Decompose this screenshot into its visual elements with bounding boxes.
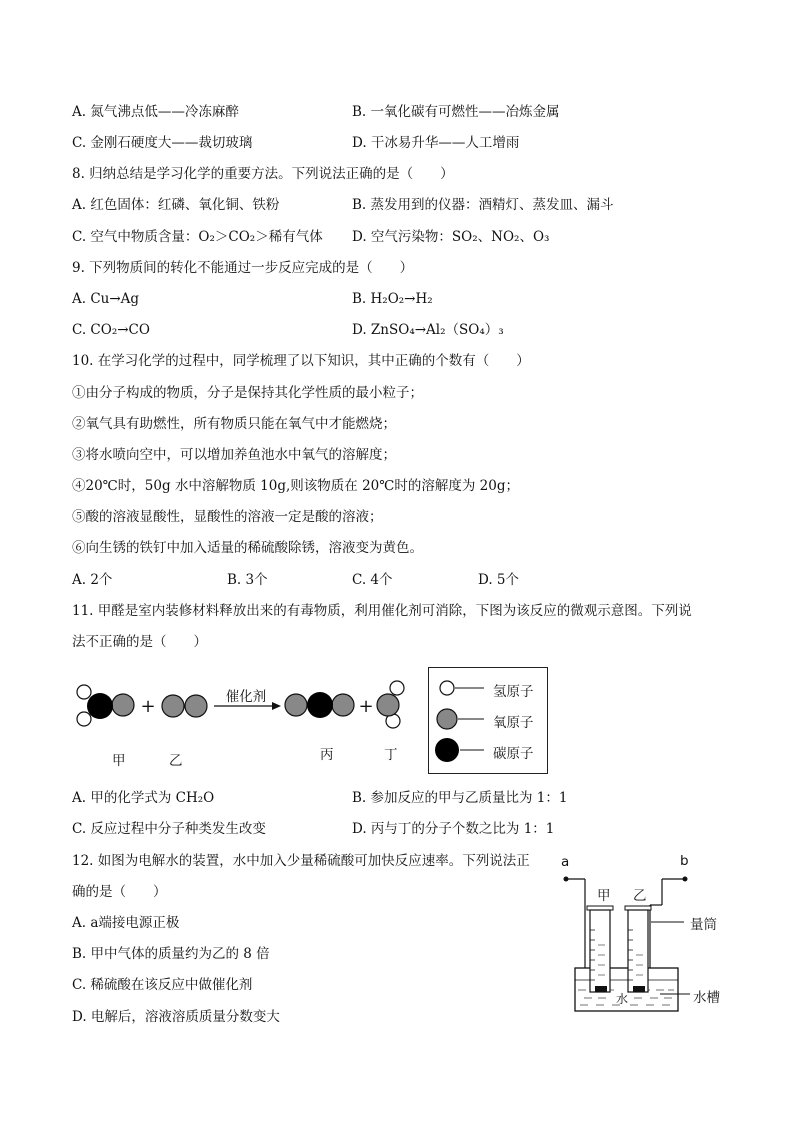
label-bing: 丙 — [320, 747, 334, 763]
q7-option-b: B. 一氧化碳有可燃性——冶炼金属 — [352, 104, 560, 120]
q10-item-5: ⑤酸的溶液显酸性，显酸性的溶液一定是酸的溶液； — [72, 509, 383, 525]
q8-option-c: C. 空气中物质含量：O₂＞CO₂＞稀有气体 — [72, 229, 323, 245]
q10-item-3: ③将水喷向空中，可以增加养鱼池水中氧气的溶解度； — [72, 447, 396, 463]
q10-item-6: ⑥向生锈的铁钉中加入适量的稀硫酸除锈，溶液变为黄色。 — [72, 540, 423, 556]
fig-label-cylinder: 量筒 — [690, 917, 717, 933]
q8-option-d: D. 空气污染物：SO₂、NO₂、O₃ — [352, 229, 550, 245]
q9-option-a: A. Cu→Ag — [72, 291, 140, 307]
q10-option-c: C. 4个 — [352, 572, 393, 588]
q10-item-1: ①由分子构成的物质，分子是保持其化学性质的最小粒子； — [72, 385, 423, 401]
q10-item-2: ②氧气具有助燃性，所有物质只能在氧气中才能燃烧； — [72, 416, 396, 432]
label-jia: 甲 — [112, 753, 126, 769]
jia-h-atom-bottom — [77, 712, 91, 726]
arrow-head — [272, 702, 281, 710]
q12-option-d: D. 电解后，溶液溶质质量分数变大 — [72, 1009, 280, 1025]
q10-option-a: A. 2个 — [72, 572, 113, 588]
jia-h-atom-top — [77, 685, 91, 699]
fig-label-jia: 甲 — [597, 888, 611, 904]
q12-stem-line1: 12. 如图为电解水的装置，水中加入少量稀硫酸可加快反应速率。下列说法正 — [72, 853, 530, 869]
plus-sign-2: + — [358, 696, 374, 717]
fig-label-yi: 乙 — [633, 888, 647, 904]
q12-stem-line2: 确的是（ ） — [72, 884, 167, 900]
q10-option-b: B. 3个 — [227, 572, 268, 588]
q9-stem: 9. 下列物质间的转化不能通过一步反应完成的是（ ） — [72, 260, 414, 276]
label-ding: 丁 — [384, 747, 398, 763]
q11-stem-line1: 11. 甲醛是室内装修材料释放出来的有毒物质，利用催化剂可消除，下图为该反应的微观示意图。下列说 — [72, 603, 692, 619]
q11-stem-line2: 法不正确的是（ ） — [72, 634, 207, 650]
bing-o-atom-left — [285, 694, 307, 716]
bing-c-atom — [307, 692, 333, 718]
q11-option-b: B. 参加反应的甲与乙质量比为 1：1 — [352, 790, 568, 806]
jia-c-atom — [87, 693, 113, 719]
q11-option-c: C. 反应过程中分子种类发生改变 — [72, 821, 266, 837]
q7-option-a: A. 氮气沸点低——冷冻麻醉 — [72, 104, 239, 120]
q10-item-4: ④20℃时，50g 水中溶解物质 10g,则该物质在 20℃时的溶解度为 20g； — [72, 478, 519, 494]
ding-o-atom — [377, 694, 399, 716]
legend-carbon-label: 碳原子 — [493, 746, 534, 762]
q12-option-c: C. 稀硫酸在该反应中做催化剂 — [72, 977, 253, 993]
q12-option-b: B. 甲中气体的质量约为乙的 8 倍 — [72, 946, 270, 962]
q11-option-a: A. 甲的化学式为 CH₂O — [72, 790, 215, 806]
fig-label-water: 水 — [616, 992, 629, 1006]
yi-o-atom-1 — [162, 695, 184, 717]
q7-option-c: C. 金刚石硬度大——裁切玻璃 — [72, 135, 253, 151]
q9-option-d: D. ZnSO₄→Al₂（SO₄）₃ — [352, 322, 504, 338]
q9-option-b: B. H₂O₂→H₂ — [352, 291, 433, 307]
electrode-jia — [595, 986, 607, 992]
yi-o-atom-2 — [185, 695, 207, 717]
electrode-yi — [633, 986, 645, 992]
q8-option-b: B. 蒸发用到的仪器：酒精灯、蒸发皿、漏斗 — [352, 197, 614, 213]
q10-option-d: D. 5个 — [478, 572, 520, 588]
jia-o-atom — [112, 694, 134, 716]
legend-hydrogen-label: 氢原子 — [493, 684, 534, 700]
bing-o-atom-right — [332, 694, 354, 716]
q7-option-d: D. 干冰易升华——人工增雨 — [352, 135, 520, 151]
ding-h-atom-top — [390, 681, 404, 695]
q12-option-a: A. a端接电源正极 — [72, 915, 180, 931]
legend-oxygen-label: 氧原子 — [493, 715, 534, 731]
q10-stem: 10. 在学习化学的过程中，同学梳理了以下知识，其中正确的个数有（ ） — [72, 353, 530, 369]
fig-label-a: a — [561, 854, 570, 870]
label-yi: 乙 — [169, 753, 183, 769]
fig-label-trough: 水槽 — [693, 990, 720, 1006]
catalyst-label: 催化剂 — [225, 689, 267, 705]
fig-label-b: b — [680, 853, 689, 869]
q9-option-c: C. CO₂→CO — [72, 322, 150, 338]
plus-sign-1: + — [140, 696, 156, 717]
q8-option-a: A. 红色固体：红磷、氧化铜、铁粉 — [72, 197, 280, 213]
q11-option-d: D. 丙与丁的分子个数之比为 1：1 — [352, 821, 555, 837]
q8-stem: 8. 归纳总结是学习化学的重要方法。下列说法正确的是（ ） — [72, 166, 454, 182]
